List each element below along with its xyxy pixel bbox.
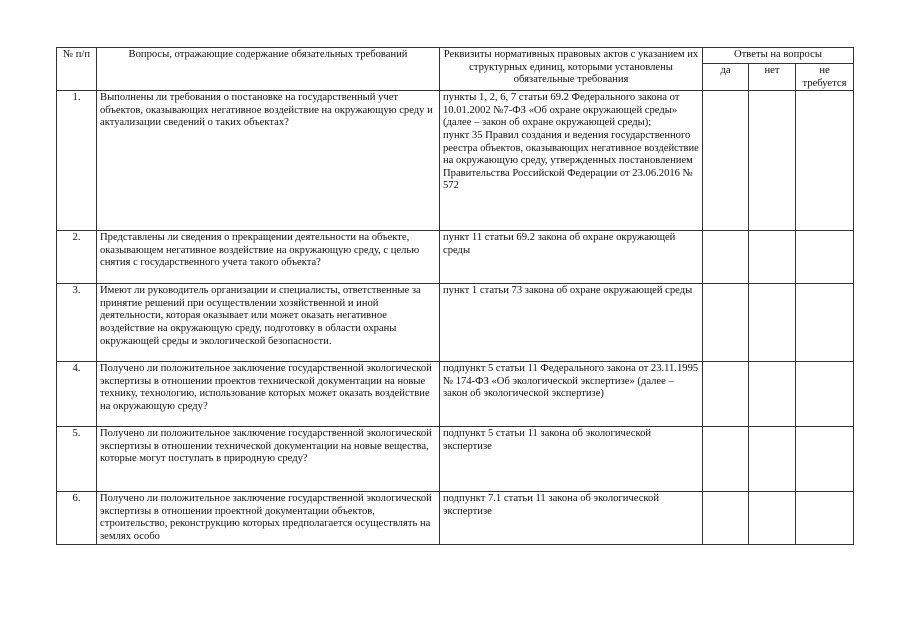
row-question: Имеют ли руководитель организации и специалисты, ответственные за принятие решений при осуществлении хозяйственной и иной деятельности, которая оказывает или может оказать негативное воздействие на окружающую среду, подготовку в области охраны окружающей среды и экологической безопасности. [97,284,440,362]
row-num: 1. [57,91,97,231]
row-question: Получено ли положительное заключение государственной экологической экспертизы в отношении проектной документации объектов, строительство, реконструкцию которых предполагается осуществлять на землях особо [97,492,440,545]
row-num: 3. [57,284,97,362]
row-num: 6. [57,492,97,545]
row-requisites [440,492,703,545]
table-row [57,362,854,427]
header-question: Вопросы, отражающие содержание обязательных требований [97,48,440,91]
header-not-required: не требуется [796,64,854,91]
requisite-text: пункт 11 статьи 69.2 закона об охране окружающей среды [443,232,676,256]
answer-not-required-cell[interactable] [796,492,854,545]
table-row [57,492,854,545]
requisite-text: подпункт 7.1 статьи 11 закона об экологической экспертизе [443,493,660,517]
table-header-row [57,48,854,64]
answer-yes-cell[interactable] [703,91,749,231]
answer-not-required-cell[interactable] [796,231,854,284]
row-requisites [440,91,703,231]
answer-no-cell[interactable] [749,91,796,231]
table-row [57,427,854,492]
answer-yes-cell[interactable] [703,427,749,492]
header-no: нет [749,64,796,91]
row-num: 2. [57,231,97,284]
answer-no-cell[interactable] [749,284,796,362]
answer-no-cell[interactable] [749,231,796,284]
row-question: Получено ли положительное заключение государственной экологической экспертизы в отношении проектов технической документации на новые технику, технологию, использование которых может оказать воздействие на окружающую среду? [97,362,440,427]
answer-yes-cell[interactable] [703,362,749,427]
answer-no-cell[interactable] [749,492,796,545]
row-requisites [440,231,703,284]
answer-yes-cell[interactable] [703,492,749,545]
table-row [57,231,854,284]
answer-not-required-cell[interactable] [796,284,854,362]
header-answers: Ответы на вопросы [703,48,854,64]
answer-not-required-cell[interactable] [796,427,854,492]
answer-no-cell[interactable] [749,362,796,427]
row-num: 5. [57,427,97,492]
answer-not-required-cell[interactable] [796,91,854,231]
table-row [57,284,854,362]
requisite-text: пункт 35 Правил создания и ведения государственного реестра объектов, оказывающих негативное воздействие на окружающую среду, утвержденных постановлением Правительства Российской Федерации от 23.06.2016 № 572 [443,129,699,192]
row-requisites [440,427,703,492]
answer-not-required-cell[interactable] [796,362,854,427]
header-num: № п/п [57,48,97,91]
row-num: 4. [57,362,97,427]
requisite-text: подпункт 5 статьи 11 Федерального закона от 23.11.1995 № 174-ФЗ «Об экологической экспертизе» (далее – закон об экологической экспертизе) [443,363,699,400]
header-requisites: Реквизиты нормативных правовых актов с указанием их структурных единиц, которыми установлены обязательные требования [440,48,703,91]
row-requisites [440,284,703,362]
table-row [57,91,854,231]
answer-yes-cell[interactable] [703,284,749,362]
answer-yes-cell[interactable] [703,231,749,284]
requisite-text: пункт 1 статьи 73 закона об охране окружающей среды [443,285,693,297]
answer-no-cell[interactable] [749,427,796,492]
header-yes: да [703,64,749,91]
requisite-text: пункты 1, 2, 6, 7 статьи 69.2 Федерального закона от 10.01.2002 №7-ФЗ «Об охране окружающей среды» (далее – закон об охране окружающей среды); [443,92,680,129]
requisite-text: подпункт 5 статьи 11 закона об экологической экспертизе [443,428,652,452]
row-requisites [440,362,703,427]
row-question: Представлены ли сведения о прекращении деятельности на объекте, оказывающем негативное воздействие на окружающую среду, с целью снятия с государственного учета такого объекта? [97,231,440,284]
checklist-table [56,47,854,545]
row-question: Выполнены ли требования о постановке на государственный учет объектов, оказывающих негативное воздействие на окружающую среду и актуализации сведений о таких объектах? [97,91,440,231]
row-question: Получено ли положительное заключение государственной экологической экспертизы в отношении технической документации на новые вещества, которые могут поступать в природную среду? [97,427,440,492]
